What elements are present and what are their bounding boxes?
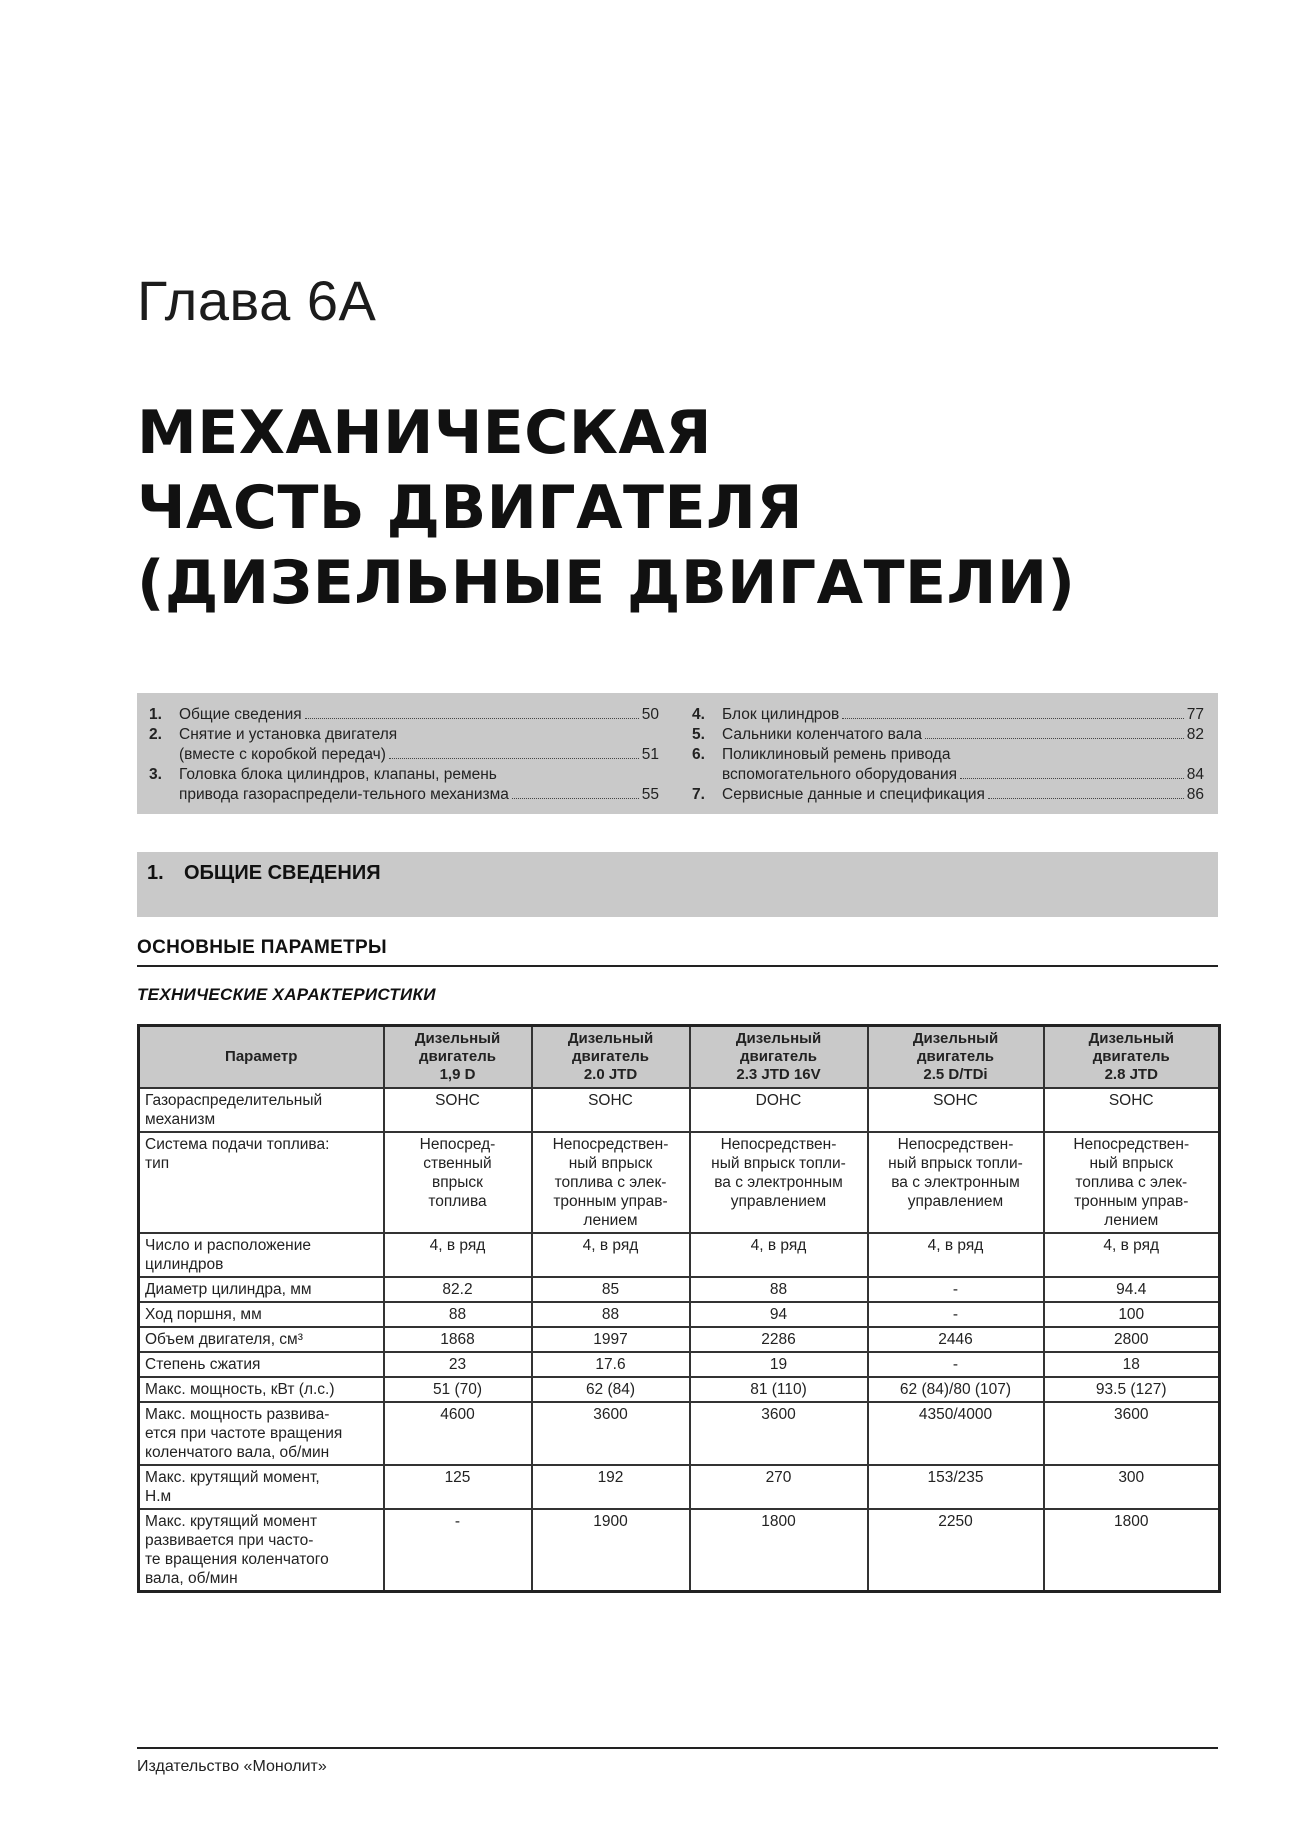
value-cell	[690, 1509, 868, 1592]
toc-entry-body	[179, 705, 659, 725]
column-header-engine	[1044, 1026, 1220, 1089]
cell-line: ва с электронным	[714, 1174, 843, 1191]
value-cell	[1044, 1088, 1220, 1132]
cell-line: 125	[444, 1469, 471, 1486]
toc-entry-number: 5.	[692, 726, 705, 743]
cell-line: Непосредствен-	[720, 1136, 837, 1153]
spec-table	[137, 1024, 1221, 1593]
value-cell	[532, 1509, 690, 1592]
column-header-engine	[868, 1026, 1044, 1089]
cell-line: тронным управ-	[553, 1193, 668, 1210]
cell-line: 1997	[593, 1331, 628, 1348]
cell-line: 62 (84)	[585, 1381, 636, 1398]
column-header-line: Дизельный	[567, 1030, 654, 1047]
toc-entry-line	[179, 725, 659, 745]
value-cell	[384, 1088, 532, 1132]
cell-line: Число и расположение	[145, 1237, 312, 1254]
parameter-cell	[139, 1465, 384, 1509]
cell-line: 3600	[593, 1406, 628, 1423]
column-header-line: 2.5 D/TDi	[923, 1066, 988, 1083]
cell-line: Макс. крутящий момент	[145, 1513, 318, 1530]
cell-line: ный впрыск топли-	[711, 1155, 846, 1172]
cell-line: 1900	[593, 1513, 628, 1530]
column-header-line: двигатель	[1092, 1048, 1170, 1065]
table-row	[139, 1465, 1220, 1509]
cell-line: Непосредствен-	[1073, 1136, 1190, 1153]
value-cell	[690, 1132, 868, 1233]
chapter-label: Глава 6А	[137, 269, 377, 332]
toc-entry-body	[179, 765, 659, 805]
cell-line: 3600	[761, 1406, 796, 1423]
toc-leader-dots	[988, 798, 1184, 799]
toc-entry	[692, 745, 1204, 785]
cell-line: Объем двигателя, см³	[145, 1331, 303, 1348]
value-cell	[690, 1302, 868, 1327]
cell-line: ный впрыск топли-	[888, 1155, 1023, 1172]
cell-line: 88	[601, 1306, 620, 1323]
table-row	[139, 1327, 1220, 1352]
toc-entry-number: 7.	[692, 786, 705, 803]
column-header-line: двигатель	[917, 1048, 994, 1065]
cell-line: вала, об/мин	[145, 1570, 238, 1587]
toc-entry-page: 55	[641, 786, 659, 803]
sub-subheading: ТЕХНИЧЕСКИЕ ХАРАКТЕРИСТИКИ	[137, 985, 436, 1004]
parameter-cell	[139, 1277, 384, 1302]
table-row	[139, 1377, 1220, 1402]
value-cell	[1044, 1377, 1220, 1402]
toc-entry-line	[179, 765, 659, 785]
column-header-parameter	[139, 1026, 384, 1089]
cell-line: 4, в ряд	[750, 1237, 807, 1254]
cell-line: тронным управ-	[1074, 1193, 1189, 1210]
toc-entry-title: Блок цилиндров	[722, 706, 840, 723]
value-cell	[1044, 1465, 1220, 1509]
value-cell	[1044, 1352, 1220, 1377]
value-cell	[868, 1088, 1044, 1132]
cell-line: 300	[1118, 1469, 1145, 1486]
cell-line: DOHC	[755, 1092, 802, 1109]
cell-line: SOHC	[1108, 1092, 1154, 1109]
toc-entry-number: 6.	[692, 746, 705, 763]
value-cell	[532, 1302, 690, 1327]
toc-leader-dots	[925, 738, 1184, 739]
value-cell	[1044, 1509, 1220, 1592]
parameter-cell	[139, 1088, 384, 1132]
toc-entry-title: Головка блока цилиндров, клапаны, ремень	[179, 766, 497, 783]
cell-line: 100	[1118, 1306, 1145, 1323]
cell-line: ется при частоте вращения	[145, 1425, 343, 1442]
toc-entry	[692, 705, 1204, 725]
cell-line: 4, в ряд	[1103, 1237, 1160, 1254]
toc-leader-dots	[512, 798, 639, 799]
toc-entry-line	[179, 785, 659, 805]
column-header-line: Параметр	[225, 1048, 298, 1065]
cell-line: ва с электронным	[891, 1174, 1020, 1191]
column-header-line: Дизельный	[735, 1030, 822, 1047]
cell-line: лением	[583, 1212, 638, 1229]
value-cell	[868, 1402, 1044, 1465]
value-cell	[690, 1352, 868, 1377]
cell-line: SOHC	[588, 1092, 633, 1109]
value-cell	[384, 1465, 532, 1509]
toc-leader-dots	[389, 758, 639, 759]
value-cell	[1044, 1327, 1220, 1352]
toc-entry-page: 82	[1186, 726, 1204, 743]
chapter-title	[137, 396, 1075, 621]
cell-line: механизм	[145, 1111, 216, 1128]
table-row	[139, 1233, 1220, 1277]
column-header-line: 2.8 JTD	[1104, 1066, 1158, 1083]
value-cell	[868, 1377, 1044, 1402]
value-cell	[532, 1352, 690, 1377]
value-cell	[690, 1327, 868, 1352]
cell-line: Непосредствен-	[897, 1136, 1014, 1153]
cell-line: Газораспределительный	[145, 1092, 323, 1109]
chapter-title-line: (ДИЗЕЛЬНЫЕ ДВИГАТЕЛИ)	[137, 548, 1076, 618]
cell-line: ный впрыск	[568, 1155, 653, 1172]
cell-line: Система подачи топлива:	[145, 1136, 330, 1153]
chapter-title-line: ЧАСТЬ ДВИГАТЕЛЯ	[137, 473, 804, 543]
table-row	[139, 1509, 1220, 1592]
cell-line: 2800	[1114, 1331, 1149, 1348]
cell-line: Н.м	[145, 1488, 172, 1505]
cell-line: 1868	[440, 1331, 475, 1348]
toc-entry	[692, 785, 1204, 805]
cell-line: коленчатого вала, об/мин	[145, 1444, 330, 1461]
value-cell	[384, 1509, 532, 1592]
column-header-line: 1,9 D	[439, 1066, 476, 1083]
cell-line: 17.6	[595, 1356, 626, 1373]
value-cell	[532, 1327, 690, 1352]
column-header-line: двигатель	[740, 1048, 817, 1065]
column-header-line: 2.3 JTD 16V	[736, 1066, 821, 1083]
column-header-engine	[532, 1026, 690, 1089]
publisher-footer: Издательство «Монолит»	[137, 1758, 327, 1775]
cell-line: 4350/4000	[918, 1406, 993, 1423]
column-header-line: двигатель	[572, 1048, 649, 1065]
cell-line: 4, в ряд	[927, 1237, 984, 1254]
cell-line: 81 (110)	[750, 1381, 807, 1398]
toc-entry-title: Поликлиновый ремень привода	[722, 746, 951, 763]
toc-entry-title: Сервисные данные и спецификация	[722, 786, 985, 803]
toc-entry-page: 77	[1186, 706, 1204, 723]
toc-entry-page: 51	[641, 746, 659, 763]
cell-line: Непосред-	[419, 1136, 496, 1153]
cell-line: 153/235	[927, 1469, 984, 1486]
table-row	[139, 1402, 1220, 1465]
table-body	[139, 1088, 1220, 1592]
value-cell	[690, 1465, 868, 1509]
cell-line: 1800	[761, 1513, 796, 1530]
value-cell	[384, 1377, 532, 1402]
cell-line: лением	[1104, 1212, 1159, 1229]
value-cell	[868, 1465, 1044, 1509]
toc-entry-body	[722, 705, 1204, 725]
toc-leader-dots	[305, 718, 639, 719]
cell-line: 94.4	[1116, 1281, 1147, 1298]
toc-entry	[149, 765, 659, 805]
toc-entry-line	[722, 785, 1204, 805]
cell-line: Непосредствен-	[552, 1136, 669, 1153]
cell-line: -	[454, 1513, 461, 1530]
cell-line: 4, в ряд	[429, 1237, 486, 1254]
value-cell	[1044, 1277, 1220, 1302]
value-cell	[868, 1509, 1044, 1592]
toc-entry-line	[722, 745, 1204, 765]
value-cell	[1044, 1402, 1220, 1465]
toc-column-left	[149, 705, 659, 805]
column-header-engine	[690, 1026, 868, 1089]
toc-entry-title: привода газораспредели-тельного механизма	[179, 786, 509, 803]
toc-entry-body	[722, 785, 1204, 805]
cell-line: цилиндров	[145, 1256, 224, 1273]
cell-line: 4, в ряд	[582, 1237, 639, 1254]
parameter-cell	[139, 1509, 384, 1592]
cell-line: SOHC	[933, 1092, 978, 1109]
toc-entry-title: вспомогательного оборудования	[722, 766, 958, 783]
column-header-line: Дизельный	[1088, 1030, 1174, 1047]
parameter-cell	[139, 1377, 384, 1402]
cell-line: 18	[1122, 1356, 1140, 1373]
value-cell	[384, 1302, 532, 1327]
cell-line: 85	[601, 1281, 620, 1298]
cell-line: 88	[769, 1281, 788, 1298]
section-number: 1.	[147, 862, 164, 884]
cell-line: Диаметр цилиндра, мм	[145, 1281, 312, 1298]
cell-line: топлива с элек-	[554, 1174, 667, 1191]
value-cell	[384, 1327, 532, 1352]
cell-line: 51 (70)	[432, 1381, 483, 1398]
toc-entry-body	[722, 745, 1204, 785]
value-cell	[532, 1088, 690, 1132]
table-of-contents	[137, 693, 1218, 814]
toc-entry	[692, 725, 1204, 745]
column-header-line: Дизельный	[912, 1030, 999, 1047]
parameter-cell	[139, 1352, 384, 1377]
column-header-line: 2.0 JTD	[583, 1066, 638, 1083]
toc-leader-dots	[842, 718, 1184, 719]
cell-line: тип	[145, 1155, 170, 1172]
section-title: ОБЩИЕ СВЕДЕНИЯ	[184, 862, 381, 884]
value-cell	[690, 1088, 868, 1132]
cell-line: управлением	[730, 1193, 827, 1210]
cell-line: -	[952, 1306, 959, 1323]
toc-entry	[149, 705, 659, 725]
chapter-title-line: МЕХАНИЧЕСКАЯ	[137, 398, 713, 468]
subheading: ОСНОВНЫЕ ПАРАМЕТРЫ	[137, 937, 387, 958]
value-cell	[1044, 1302, 1220, 1327]
toc-entry	[149, 725, 659, 765]
cell-line: SOHC	[435, 1092, 480, 1109]
parameter-cell	[139, 1233, 384, 1277]
value-cell	[384, 1132, 532, 1233]
section-header	[137, 852, 1218, 917]
column-header-engine	[384, 1026, 532, 1089]
value-cell	[868, 1132, 1044, 1233]
toc-entry-title: (вместе с коробкой передач)	[179, 746, 386, 763]
value-cell	[868, 1233, 1044, 1277]
cell-line: Макс. мощность, кВт (л.с.)	[145, 1381, 335, 1398]
value-cell	[532, 1132, 690, 1233]
toc-entry-number: 2.	[149, 726, 162, 743]
value-cell	[868, 1277, 1044, 1302]
value-cell	[384, 1352, 532, 1377]
toc-entry-number: 1.	[149, 706, 162, 723]
parameter-cell	[139, 1402, 384, 1465]
cell-line: 94	[769, 1306, 788, 1323]
value-cell	[868, 1327, 1044, 1352]
value-cell	[532, 1233, 690, 1277]
cell-line: те вращения коленчатого	[145, 1551, 329, 1568]
value-cell	[1044, 1132, 1220, 1233]
cell-line: 88	[448, 1306, 467, 1323]
parameter-cell	[139, 1132, 384, 1233]
value-cell	[1044, 1233, 1220, 1277]
table-row	[139, 1132, 1220, 1233]
cell-line: ственный	[423, 1155, 492, 1172]
toc-entry-line	[179, 745, 659, 765]
value-cell	[690, 1233, 868, 1277]
parameter-cell	[139, 1302, 384, 1327]
cell-line: 4600	[440, 1406, 475, 1423]
cell-line: 1800	[1114, 1513, 1149, 1530]
value-cell	[384, 1233, 532, 1277]
value-cell	[868, 1302, 1044, 1327]
toc-entry-body	[179, 725, 659, 765]
value-cell	[532, 1402, 690, 1465]
toc-entry-page: 84	[1186, 766, 1204, 783]
cell-line: 19	[769, 1356, 788, 1373]
cell-line: 2446	[938, 1331, 973, 1348]
cell-line: Ход поршня, мм	[145, 1306, 262, 1323]
value-cell	[868, 1352, 1044, 1377]
cell-line: -	[952, 1356, 959, 1373]
parameter-cell	[139, 1327, 384, 1352]
table-row	[139, 1352, 1220, 1377]
cell-line: 23	[448, 1356, 467, 1373]
toc-entry-line	[722, 765, 1204, 785]
cell-line: Макс. крутящий момент,	[145, 1469, 320, 1486]
divider	[137, 965, 1218, 967]
cell-line: управлением	[907, 1193, 1004, 1210]
value-cell	[532, 1377, 690, 1402]
toc-leader-dots	[960, 778, 1184, 779]
toc-entry-number: 3.	[149, 766, 162, 783]
cell-line: 62 (84)/80 (107)	[899, 1381, 1012, 1398]
cell-line: Степень сжатия	[145, 1356, 261, 1373]
toc-entry-line	[722, 725, 1204, 745]
cell-line: топлива	[428, 1193, 487, 1210]
toc-entry-title: Общие сведения	[179, 706, 302, 723]
value-cell	[384, 1277, 532, 1302]
toc-entry-title: Сальники коленчатого вала	[722, 726, 923, 743]
cell-line: 3600	[1114, 1406, 1149, 1423]
value-cell	[532, 1277, 690, 1302]
cell-line: 2286	[761, 1331, 796, 1348]
cell-line: развивается при часто-	[145, 1532, 314, 1549]
column-header-line: Дизельный	[414, 1030, 501, 1047]
toc-entry-line	[179, 705, 659, 725]
toc-entry-body	[722, 725, 1204, 745]
cell-line: 82.2	[442, 1281, 473, 1298]
cell-line: топлива с элек-	[1075, 1174, 1188, 1191]
cell-line: 192	[597, 1469, 624, 1486]
column-header-line: двигатель	[419, 1048, 496, 1065]
cell-line: Макс. мощность развива-	[145, 1406, 330, 1423]
toc-column-right	[692, 705, 1204, 805]
table-row	[139, 1088, 1220, 1132]
toc-entry-page: 50	[641, 706, 659, 723]
value-cell	[384, 1402, 532, 1465]
value-cell	[690, 1377, 868, 1402]
cell-line: 270	[765, 1469, 792, 1486]
cell-line: впрыск	[432, 1174, 483, 1191]
cell-line: 93.5 (127)	[1095, 1381, 1167, 1398]
toc-entry-title: Снятие и установка двигателя	[179, 726, 398, 743]
cell-line: -	[952, 1281, 959, 1298]
footer-divider	[137, 1747, 1218, 1749]
toc-entry-page: 86	[1186, 786, 1204, 803]
value-cell	[690, 1402, 868, 1465]
value-cell	[532, 1465, 690, 1509]
cell-line: ный впрыск	[1089, 1155, 1174, 1172]
value-cell	[690, 1277, 868, 1302]
toc-entry-number: 4.	[692, 706, 705, 723]
table-row	[139, 1277, 1220, 1302]
table-row	[139, 1302, 1220, 1327]
table-header-row	[139, 1026, 1220, 1089]
toc-entry-line	[722, 705, 1204, 725]
cell-line: 2250	[938, 1513, 973, 1530]
